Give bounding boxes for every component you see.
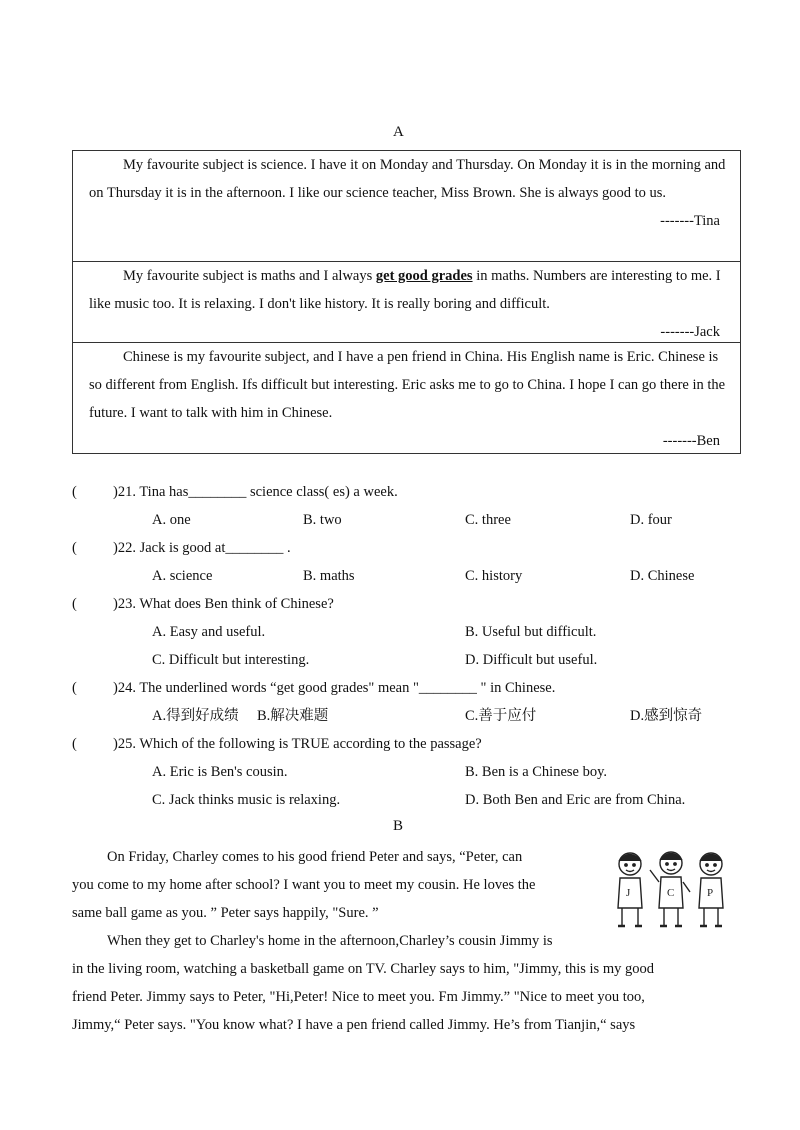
option-a: A. Easy and useful.: [152, 624, 266, 640]
option-c: C.善于应付: [465, 708, 537, 724]
question-22: [72, 534, 752, 562]
option-b: B. two: [303, 512, 342, 528]
question-24: [72, 674, 752, 702]
option-d: D. four: [630, 512, 672, 528]
story-line-6: friend Peter. Jimmy says to Peter, "Hi,Peter! Nice to meet you. Fm Jimmy.” "Nice to meet you too,: [72, 989, 645, 1005]
option-b: B. Useful but difficult.: [465, 624, 597, 640]
passage-box-ben: [72, 342, 741, 454]
boy-letter-j: J: [626, 887, 631, 899]
story-line-5: in the living room, watching a basketball game on TV. Charley says to him, "Jimmy, this is my good: [72, 961, 654, 977]
question-25: [72, 730, 752, 758]
passage-box-jack: [72, 261, 741, 343]
question-stem: )22. Jack is good at________ .: [113, 540, 291, 556]
signature: -------Tina: [660, 213, 720, 229]
option-c: C. Jack thinks music is relaxing.: [152, 792, 341, 808]
question-21: [72, 478, 752, 506]
option-c: C. three: [465, 512, 511, 528]
option-d: D. Both Ben and Eric are from China.: [465, 792, 686, 808]
section-a-title: A: [393, 124, 404, 140]
story-line-3: same ball game as you. ” Peter says happily, "Sure. ”: [72, 905, 379, 921]
story-line-7: Jimmy,“ Peter says. "You know what? I have a pen friend called Jimmy. He’s from Tianjin,“ says: [72, 1017, 636, 1033]
story-line-1: On Friday, Charley comes to his good friend Peter and says, “Peter, can: [107, 849, 523, 865]
answer-paren: (: [72, 736, 77, 752]
question-stem: )21. Tina has________ science class( es) a week.: [113, 484, 398, 500]
section-b-title: B: [393, 818, 404, 834]
three-boys-illustration: [610, 846, 732, 934]
option-b: B.解决难题: [257, 708, 329, 724]
story-line-2: you come to my home after school? I want you to meet my cousin. He loves the: [72, 877, 536, 893]
option-a: A. science: [152, 568, 213, 584]
answer-paren: (: [72, 596, 77, 612]
option-b: B. Ben is a Chinese boy.: [465, 764, 608, 780]
option-a: A. one: [152, 512, 191, 528]
question-stem: )23. What does Ben think of Chinese?: [113, 596, 334, 612]
option-a: A.得到好成绩: [152, 708, 239, 724]
option-a: A. Eric is Ben's cousin.: [152, 764, 288, 780]
signature: -------Ben: [662, 433, 720, 449]
boy-letter-c: C: [667, 887, 675, 899]
answer-paren: (: [72, 540, 77, 556]
passage-text: My favourite subject is maths and I always get good grades in maths. Numbers are interesting to me. I like music too. It is relaxing. I don't like history. It is really boring and difficult.: [89, 268, 721, 312]
signature: -------Jack: [660, 324, 720, 340]
option-d: D. Chinese: [630, 568, 695, 584]
option-c: C. Difficult but interesting.: [152, 652, 310, 668]
answer-paren: (: [72, 484, 77, 500]
story-line-4: When they get to Charley's home in the afternoon,Charley’s cousin Jimmy is: [107, 933, 553, 949]
option-d: D. Difficult but useful.: [465, 652, 598, 668]
option-b: B. maths: [303, 568, 355, 584]
question-stem: )24. The underlined words “get good grades" mean "________ " in Chinese.: [113, 680, 556, 696]
question-stem: )25. Which of the following is TRUE according to the passage?: [113, 736, 482, 752]
passage-text: My favourite subject is science. I have it on Monday and Thursday. On Monday it is in the morning and on Thursday it is in the afternoon. I like our science teacher, Miss Brown. She is always good to us.: [89, 157, 726, 201]
option-d: D.感到惊奇: [630, 708, 703, 724]
passage-box-tina: [72, 150, 741, 262]
option-c: C. history: [465, 568, 523, 584]
underlined-phrase: get good grades: [375, 268, 473, 284]
answer-paren: (: [72, 680, 77, 696]
boy-letter-p: P: [707, 887, 714, 899]
passage-text: Chinese is my favourite subject, and I have a pen friend in China. His English name is Eric. Chinese is so different from English. Ifs difficult but interesting. Eric asks me to go to China. I hope I can go there in the future. I want to talk with him in Chinese.: [89, 349, 726, 421]
question-23: [72, 590, 752, 618]
